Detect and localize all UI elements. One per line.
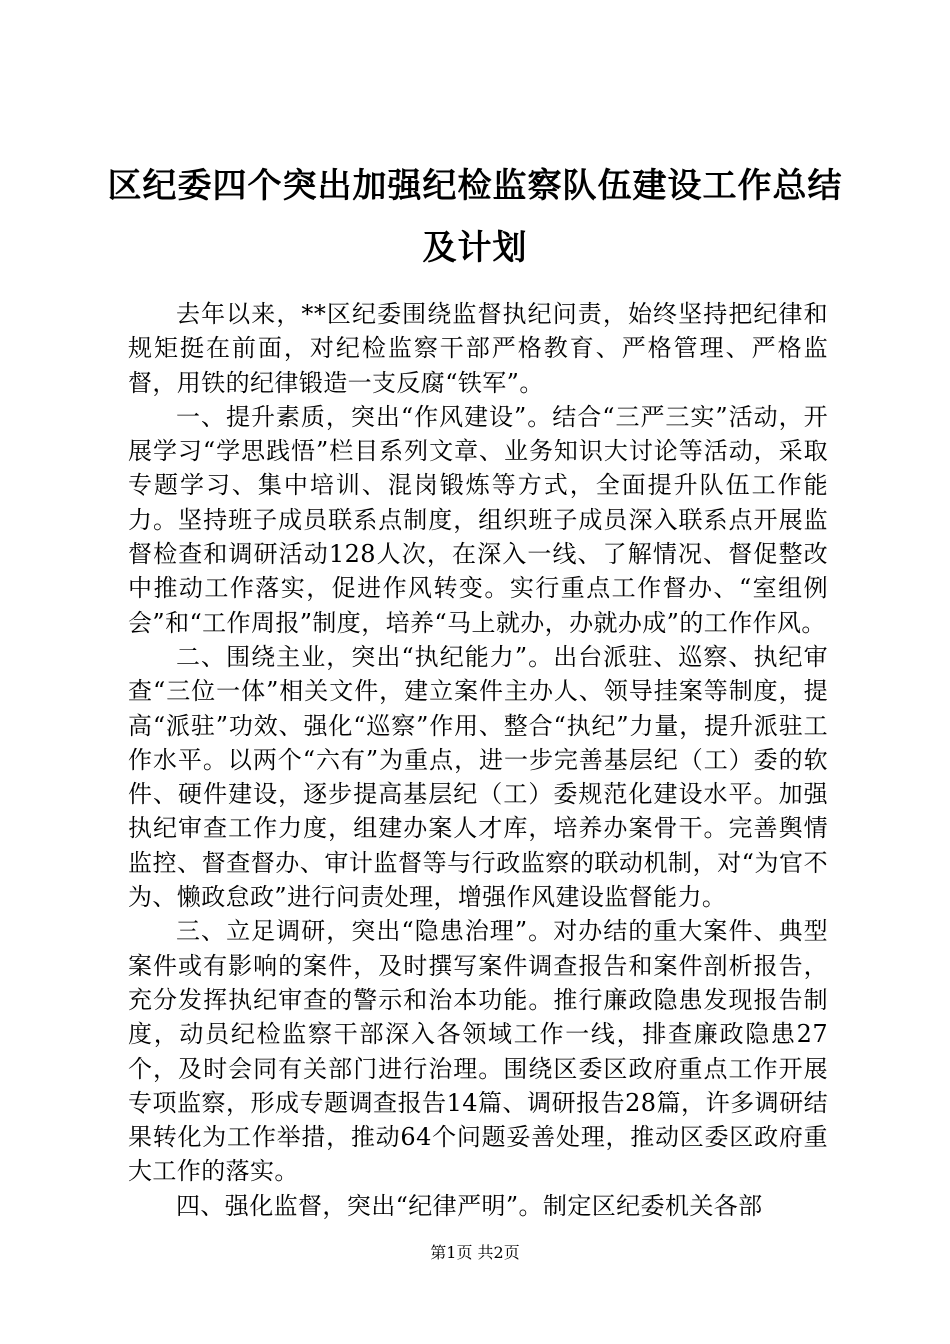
section-1-paragraph: 一、提升素质，突出“作风建设”。结合“三严三实”活动，开展学习“学思践悟”栏目系列文章、业务知识大讨论等活动，采取专题学习、集中培训、混岗锻炼等方式，全面提升队伍工作能力。坚持班子成员联系点制度，组织班子成员深入联系点开展监督检查和调研活动128人次，在深入一线、了解情况、督促整改中推动工作落实，促进作风转变。实行重点工作督办、“室组例会”和“工作周报”制度，培养“马上就办，办就办成”的工作作风。 — [128, 402, 828, 637]
page-number-footer: 第1页 共2页 — [430, 1243, 520, 1262]
section-3-paragraph: 三、立足调研，突出“隐患治理”。对办结的重大案件、典型案件或有影响的案件，及时撰写案件调查报告和案件剖析报告，充分发挥执纪审查的警示和治本功能。推行廉政隐患发现报告制度，动员纪检监察干部深入各领域工作一线，排查廉政隐患27个，及时会同有关部门进行治理。围绕区委区政府重点工作开展专项监察，形成专题调查报告14篇、调研报告28篇，许多调研结果转化为工作举措，推动64个问题妥善处理，推动区委区政府重大工作的落实。 — [128, 917, 828, 1186]
section-4-paragraph: 四、强化监督，突出“纪律严明”。制定区纪委机关各部 — [176, 1191, 763, 1220]
document-body — [128, 297, 828, 1223]
document-title: 区纪委四个突出加强纪检监察队伍建设工作总结及计划 — [107, 166, 843, 268]
section-2-paragraph: 二、围绕主业，突出“执纪能力”。出台派驻、巡察、执纪审查“三位一体”相关文件，建立案件主办人、领导挂案等制度，提高“派驻”功效、强化“巡察”作用、整合“执纪”力量，提升派驻工作水平。以两个“六有”为重点，进一步完善基层纪（工）委的软件、硬件建设，逐步提高基层纪（工）委规范化建设水平。加强执纪审查工作力度，组建办案人才库，培养办案骨干。完善舆情监控、督查督办、审计监督等与行政监察的联动机制，对“为官不为、懒政怠政”进行问责处理，增强作风建设监督能力。 — [128, 642, 828, 912]
intro-paragraph: 去年以来，**区纪委围绕监督执纪问责，始终坚持把纪律和规矩挺在前面，对纪检监察干部严格教育、严格管理、严格监督，用铁的纪律锻造一支反腐“铁军”。 — [128, 300, 828, 397]
